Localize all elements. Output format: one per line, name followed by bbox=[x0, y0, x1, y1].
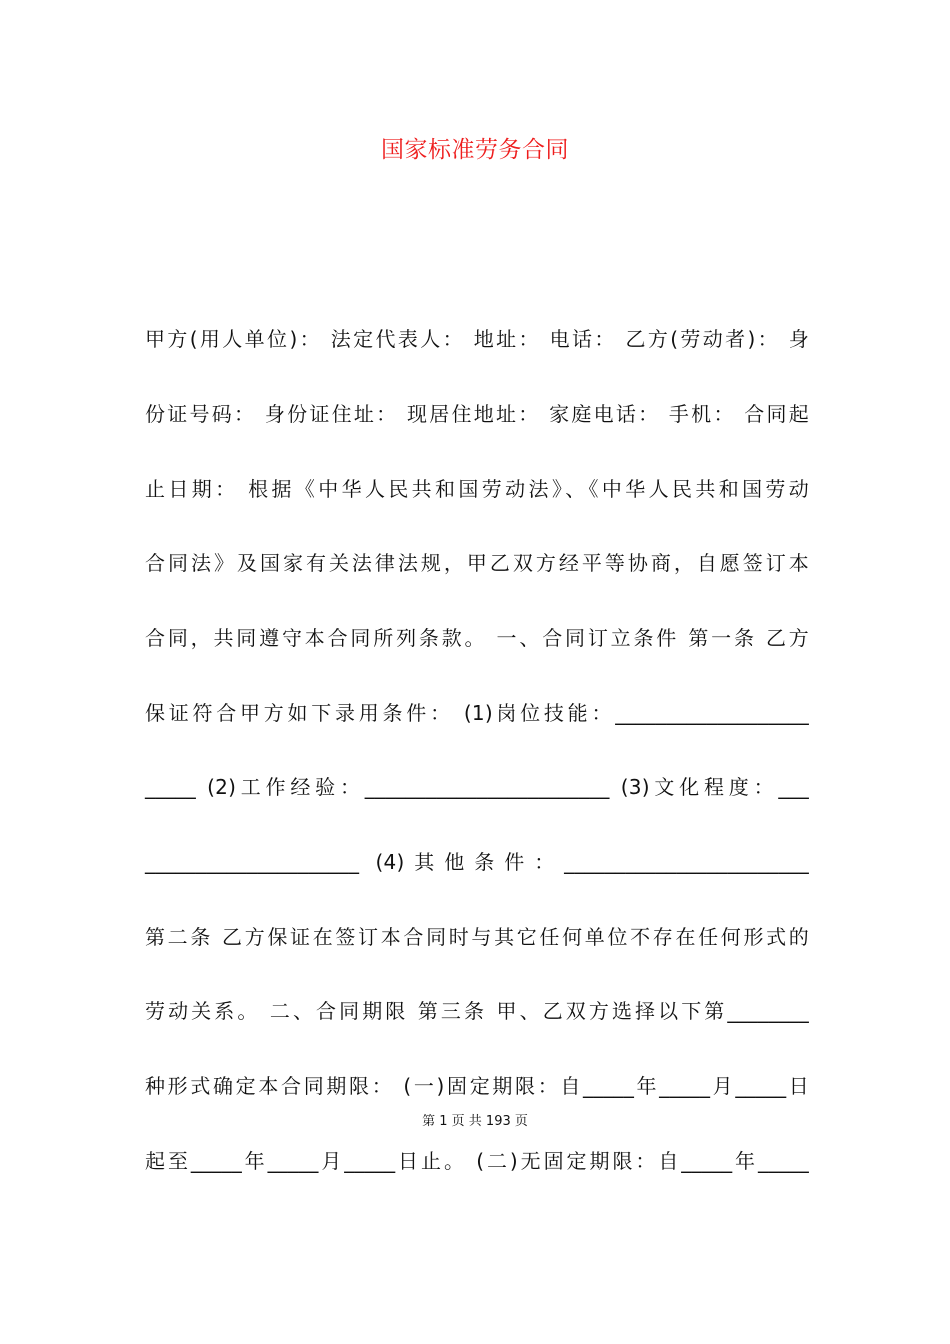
body-line-2: 份证号码： 身份证住址： 现居住地址： 家庭电话： 手机： 合同起 bbox=[145, 402, 809, 426]
body-line-1: 甲方(用人单位)： 法定代表人： 地址： 电话： 乙方(劳动者)： 身 bbox=[145, 327, 809, 351]
body-line-3: 止日期： 根据《中华人民共和国劳动法》、《中华人民共和国劳动 bbox=[145, 477, 809, 501]
document-title: 国家标准劳务合同 bbox=[381, 137, 569, 163]
page-footer: 第 1 页 共 193 页 bbox=[422, 1114, 528, 1129]
body-line-11: 种形式确定本合同期限： (一)固定期限：自_____年_____月_____日 bbox=[145, 1074, 809, 1098]
body-line-4: 合同法》及国家有关法律法规，甲乙双方经平等协商，自愿签订本 bbox=[145, 551, 809, 575]
body-line-5: 合同，共同遵守本合同所列条款。 一、合同订立条件 第一条 乙方 bbox=[145, 626, 809, 650]
body-line-6: 保证符合甲方如下录用条件： (1)岗位技能：___________________ bbox=[145, 701, 809, 725]
body-line-9: 第二条 乙方保证在签订本合同时与其它任何单位不存在任何形式的 bbox=[145, 925, 809, 949]
body-line-12: 起至_____年_____月_____日止。 (二)无固定期限：自_____年_____ bbox=[145, 1149, 809, 1173]
body-line-7: _____ (2)工作经验：________________________ (3)文化程度：___ bbox=[145, 775, 809, 799]
body-line-8: _____________________ (4)其他条件：________________________ bbox=[145, 850, 809, 874]
body-line-10: 劳动关系。 二、合同期限 第三条 甲、乙双方选择以下第________ bbox=[145, 999, 809, 1023]
